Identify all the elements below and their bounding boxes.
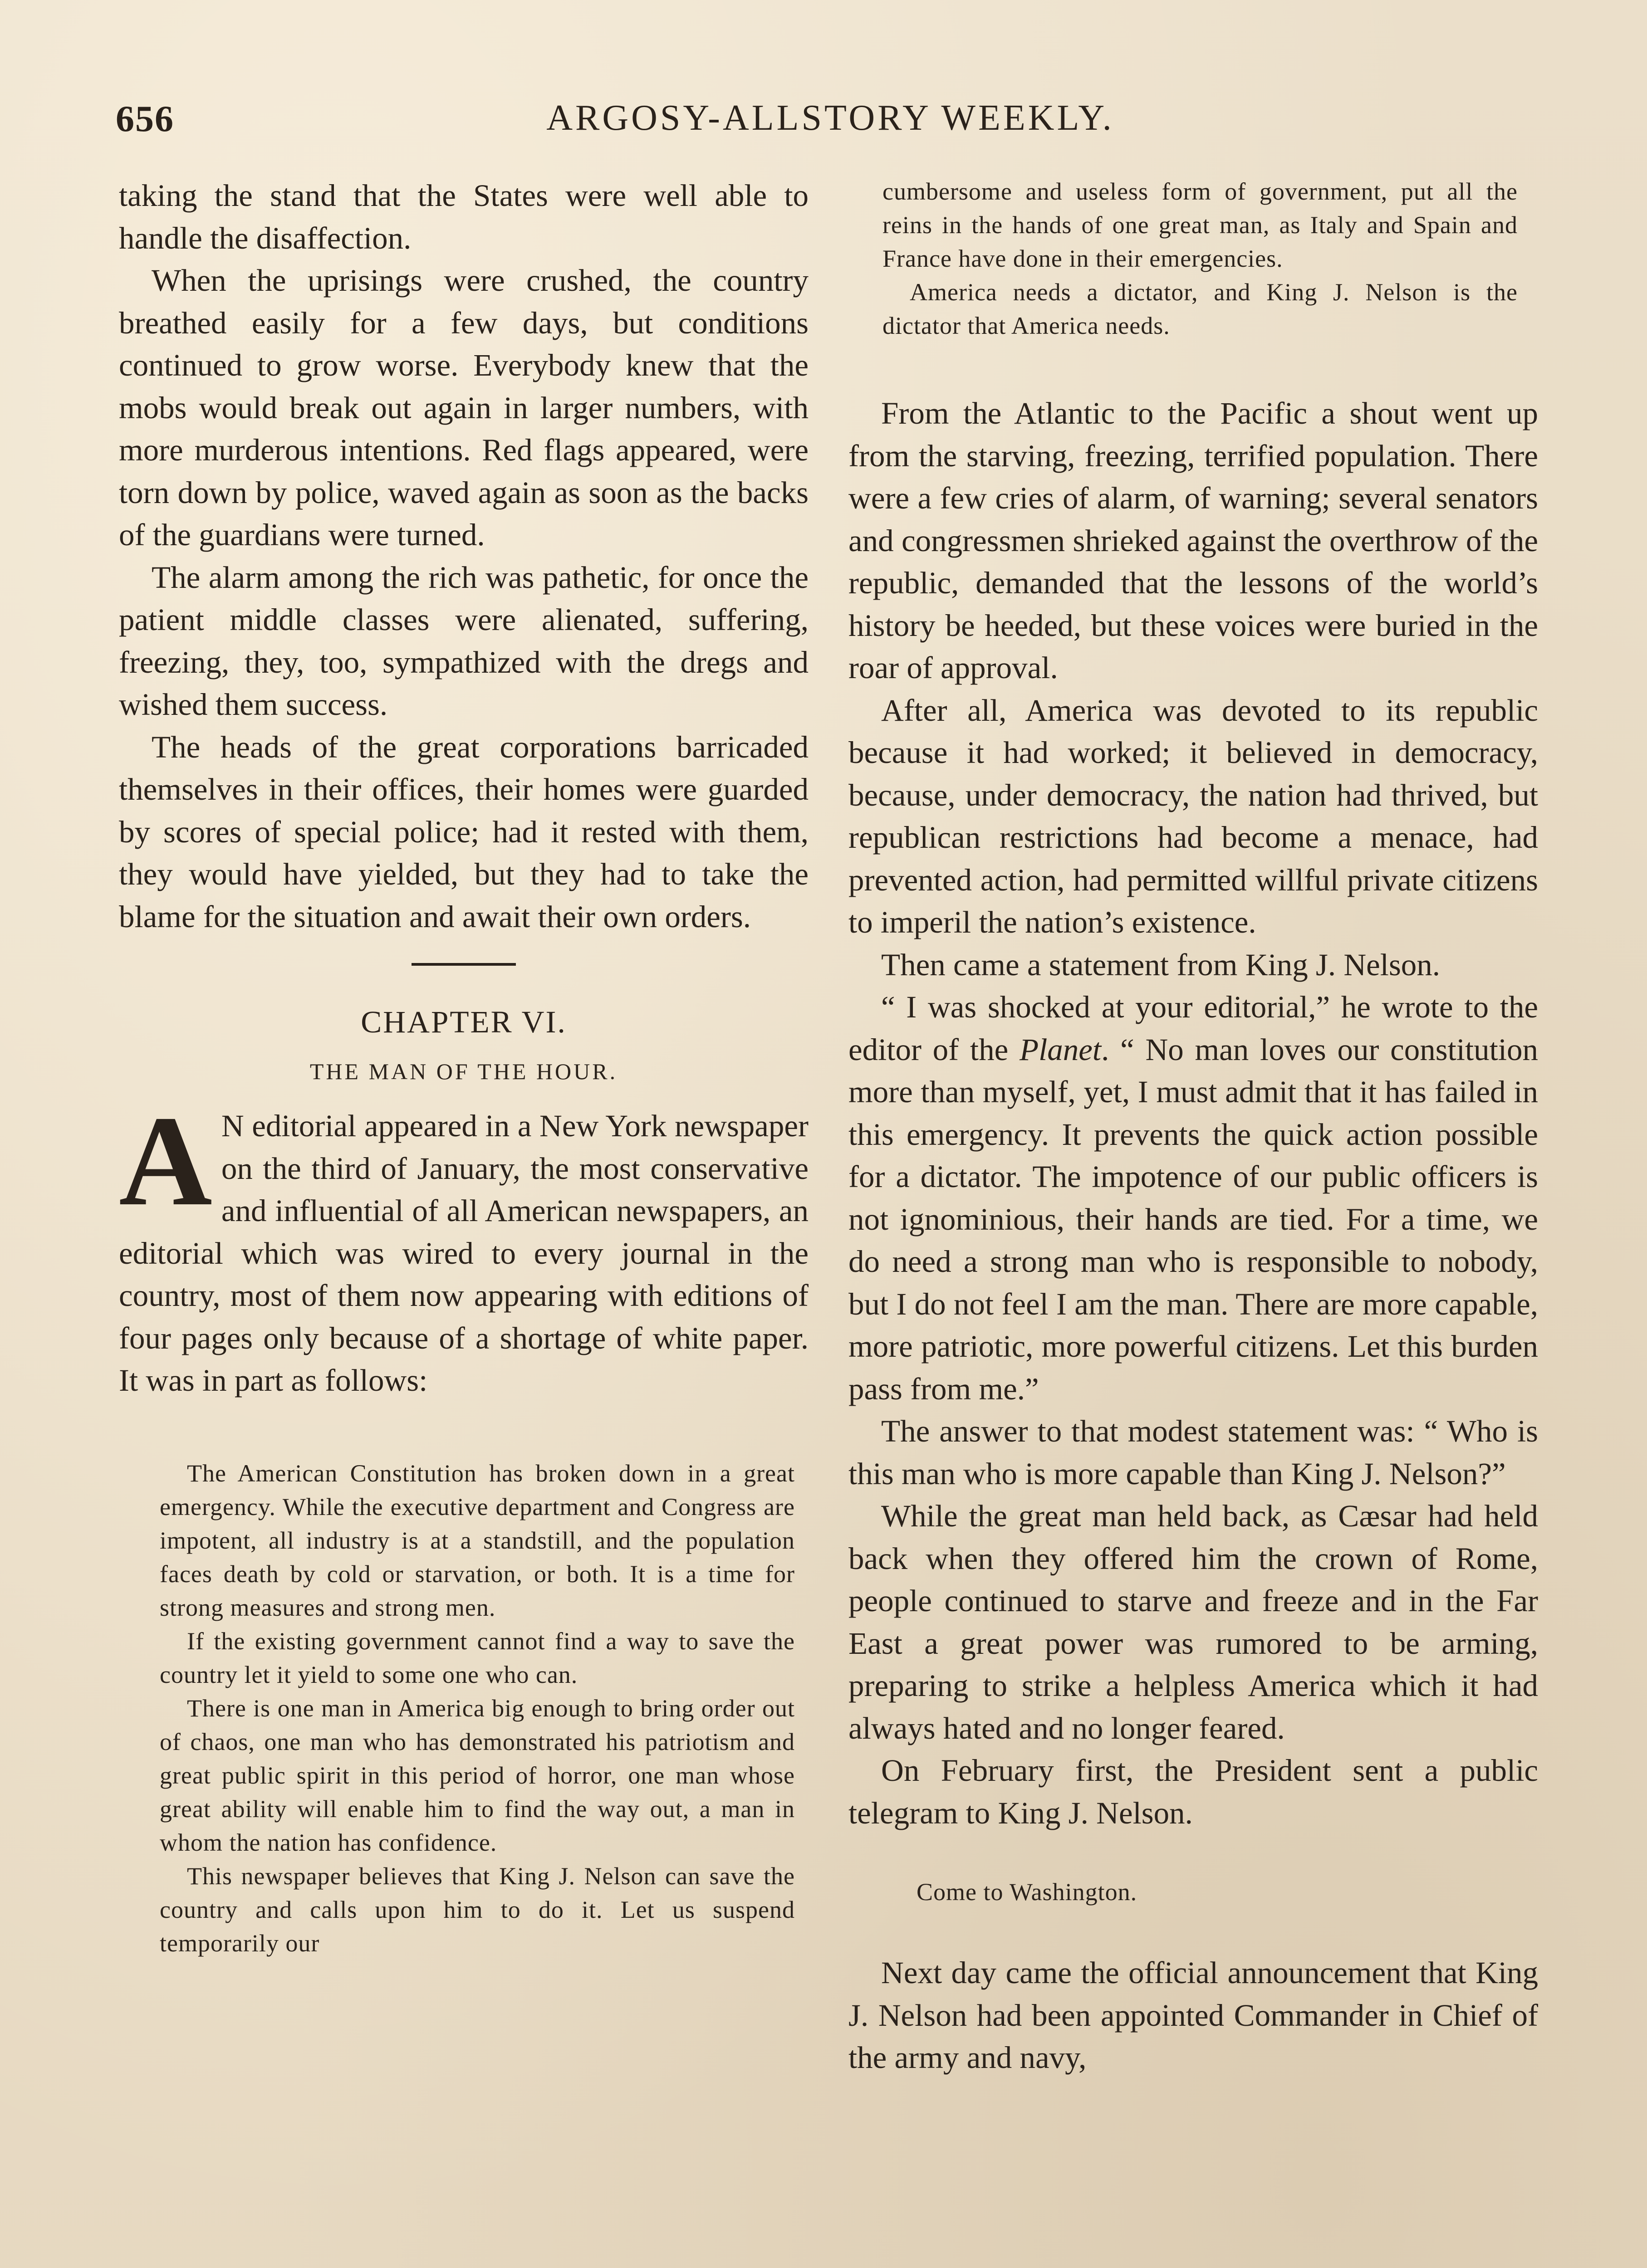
right-column <box>848 175 1538 2079</box>
body-paragraph: The heads of the great corporations barricaded themselves in their offices, their homes were guarded by scores of special police; had it rested with them, they would have yielded, but they had to take the blame for the situation and await their own orders. <box>119 729 809 934</box>
quote-paragraph: The American Constitution has broken down in a great emergency. While the executive department and Congress are impotent, all industry is at a standstill, and the population faces death by cold or starvation, or both. It is a time for strong measures and strong men. <box>160 1459 795 1621</box>
body-paragraph: taking the stand that the States were well able to handle the disaffection. <box>119 178 809 255</box>
letter-text-end: . “ No man loves our constitution more than myself, yet, I must admit that it has failed in this emergency. It prevents the quick action possible for a dictator. The impotence of our public officers is not ignominious, their hands are tied. For a time, we do need a strong man who is responsible to nobody, but I do not feel I am the man. There are more capable, more patriotic, more powerful citizens. Let this burden pass from me.” <box>848 1032 1538 1406</box>
body-paragraph: While the great man held back, as Cæsar had held back when they offered him the crown of Rome, people continued to starve and freeze and in the Far East a great power was rumored to be arming, preparing to strike a helpless America which it had always hated and no longer feared. <box>848 1499 1538 1745</box>
body-paragraph: Next day came the official announcement that King J. Nelson had been appointed Commander in Chief of the army and navy, <box>848 1955 1538 2075</box>
body-paragraph: Then came a statement from King J. Nelson. <box>881 947 1441 982</box>
editorial-quote-continued <box>848 175 1538 342</box>
quote-paragraph: There is one man in America big enough to bring order out of chaos, one man who has demonstrated his patriotism and great public spirit in this period of horror, one man whose great ability will enable him to find the way out, a man in whom the nation has confidence. <box>160 1694 795 1856</box>
chapter-subtitle: THE MAN OF THE HOUR. <box>309 1059 618 1084</box>
newspaper-name: Planet <box>1019 1032 1102 1067</box>
quote-paragraph: This newspaper believes that King J. Nelson can save the country and calls upon him to do it. Let us suspend temporarily our <box>160 1862 795 1957</box>
quote-paragraph: America needs a dictator, and King J. Nelson is the dictator that America needs. <box>882 279 1518 339</box>
chapter-opening-paragraph <box>119 1089 809 1402</box>
body-paragraph: When the uprisings were crushed, the country breathed easily for a few days, but conditions continued to grow worse. Everybody knew that the mobs would break out again in larger numbers, with more murderous intentions. Red flags appeared, were torn down by police, waved again as soon as the backs of the guardians were turned. <box>119 263 809 552</box>
editorial-quote <box>119 1457 809 1960</box>
drop-cap: A <box>119 1089 212 1232</box>
left-column <box>119 175 809 1960</box>
nelson-letter-paragraph <box>848 986 1538 1410</box>
telegram-quote: Come to Washington. <box>917 1878 1137 1906</box>
opening-text: N editorial appeared in a New York newspaper on the third of January, the most conservative and influential of all American newspapers, an editorial which was wired to every journal in the country, most of them now appearing with editions of four pages only because of a shortage of white paper. It was in part as follows: <box>119 1109 809 1398</box>
body-paragraph: After all, America was devoted to its republic because it had worked; it believed in democracy, because, under democracy, the nation had thrived, but republican restrictions had become a menace, had prevented action, had permitted willful private citizens to imperil the nation’s existence. <box>848 693 1538 939</box>
running-head: ARGOSY-ALLSTORY WEEKLY. <box>546 98 1114 138</box>
chapter-title: CHAPTER VI. <box>361 1005 567 1039</box>
page-number: 656 <box>116 98 174 139</box>
section-divider <box>412 963 516 966</box>
body-paragraph: The alarm among the rich was pathetic, for once the patient middle classes were alienated, suffering, freezing, they, too, sympathized with the dregs and wished them success. <box>119 560 809 722</box>
body-paragraph: On February first, the President sent a public telegram to King J. Nelson. <box>848 1753 1538 1830</box>
quote-paragraph: cumbersome and useless form of government, put all the reins in the hands of one great man, as Italy and Spain and France have done in their emergencies. <box>882 178 1518 272</box>
quote-paragraph: If the existing government cannot find a way to save the country let it yield to some one who can. <box>160 1627 795 1688</box>
body-paragraph: The answer to that modest statement was: “ Who is this man who is more capable than King J. Nelson?” <box>848 1414 1538 1491</box>
letter-text-start: “ I was shocked at your editorial,” he wrote to the editor of the <box>848 990 1538 1067</box>
body-paragraph: From the Atlantic to the Pacific a shout went up from the starving, freezing, terrified population. There were a few cries of alarm, of warning; several senators and congressmen shrieked against the overthrow of the republic, demanded that the lessons of the world’s history be heeded, but these voices were buried in the roar of approval. <box>848 396 1538 685</box>
page-header <box>116 98 1545 147</box>
